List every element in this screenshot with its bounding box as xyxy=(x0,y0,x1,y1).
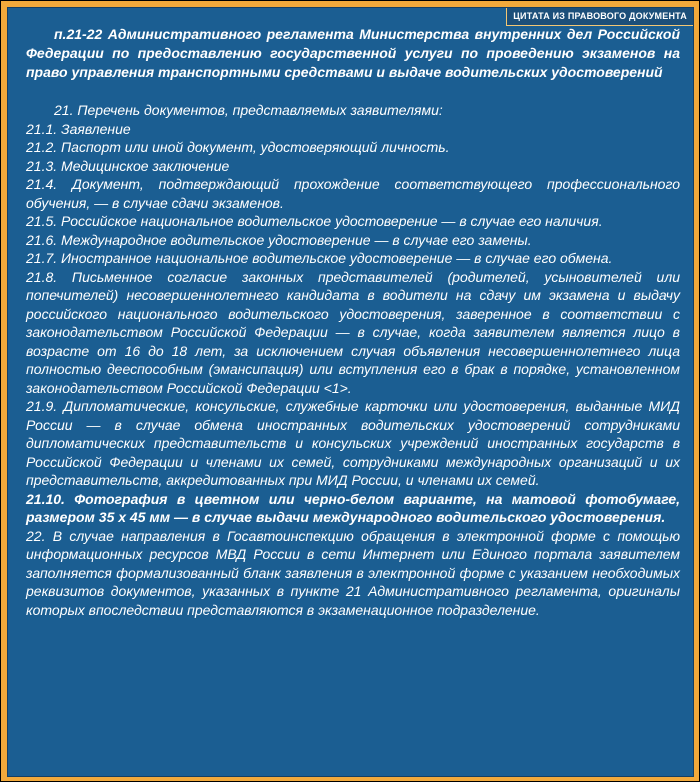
list-item-21-7: 21.7. Иностранное национальное водительское удостоверение — в случае его обмена. xyxy=(26,250,613,266)
document-title: п.21-22 Административного регламента Министерства внутренних дел Российской Федерации по предоставлению государственной услуги по проведению экзаменов на право управления транспортными средствами и выдаче водительских удостоверений xyxy=(26,26,680,80)
document-quote-tag: ЦИТАТА ИЗ ПРАВОВОГО ДОКУМЕНТА xyxy=(506,8,693,26)
quote-panel xyxy=(7,7,694,777)
list-item-21-1: 21.1. Заявление xyxy=(26,120,131,137)
list-item-22: 22. В случае направления в Госавтоинспекцию обращения в электронной форме с помощью информационных ресурсов МВД России в сети Интернет или Единого портала заявителем заполняется формализованный бланк заявления в электронной форме с указанием необходимых реквизитов документов, указанных в пункте 21 Административного регламента, оригиналы которых впоследствии представляются в экзаменационное подразделение. xyxy=(26,527,680,618)
list-item-21-9: 21.9. Дипломатические, консульские, служебные карточки или удостоверения, выданные МИД России — в случае обмена иностранных водительских удостоверений сотрудниками дипломатических представительств и консульских учреждений иностранных государств в Российской Федерации и членами их семей, сотрудниками международных организаций и их представительств, аккредитованных при МИД России, и членами их семей. xyxy=(26,398,680,488)
list-item-21-5: 21.5. Российское национальное водительское удостоверение — в случае его наличия. xyxy=(26,213,603,229)
list-item-21-4: 21.4. Документ, подтверждающий прохождение соответствующего профессионального обучения, — в случае сдачи экзаменов. xyxy=(26,176,680,211)
list-item-21-6: 21.6. Международное водительское удостоверение — в случае его замены. xyxy=(26,231,532,248)
list-item-21-10: 21.10. Фотография в цветном или черно-белом варианте, на матовой фотобумаге, размером 35 х 45 мм — в случае выдачи международного водительского удостоверения. xyxy=(26,490,680,525)
list-item-21-3: 21.3. Медицинское заключение xyxy=(26,157,230,174)
list-intro: 21. Перечень документов, представляемых заявителями: xyxy=(54,102,443,118)
quote-content xyxy=(26,25,680,619)
list-item-21-8: 21.8. Письменное согласие законных представителей (родителей, усыновителей или попечителей) несовершеннолетнего кандидата в водители на сдачу им экзамена и выдачу российского национального водительского удостоверения, заверенное в соответствии с законодательством Российской Федерации — в случае, когда заявителем является лицо в возрасте от 16 до 18 лет, за исключением случая объявления несовершеннолетнего лица полностью дееспособным (эмансипация) или вступления его в брак в порядке, установленном законодательством Российской Федерации <1>. xyxy=(26,268,680,396)
list-item-21-2: 21.2. Паспорт или иной документ, удостоверяющий личность. xyxy=(26,139,450,155)
